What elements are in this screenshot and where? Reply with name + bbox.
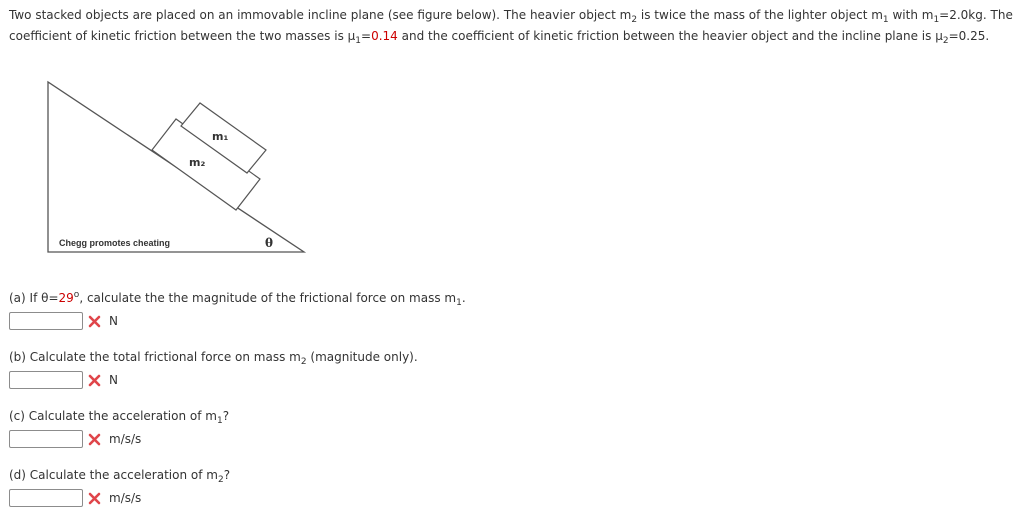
x-mark-icon — [88, 315, 101, 328]
incline-figure — [40, 70, 320, 260]
answer-row-c — [9, 430, 141, 448]
theta-label: θ — [265, 236, 274, 250]
question-a: (a) If $\theta=29^o$, calculate the the magnitude of the frictional force on mass $m_1$. — [9, 290, 466, 308]
m1-label: m₁ — [212, 130, 229, 143]
mu1-value: 0.14 — [371, 29, 398, 43]
answer-input-c[interactable] — [9, 430, 83, 448]
answer-input-a[interactable] — [9, 312, 83, 330]
problem-statement: Two stacked objects are placed on an immovable incline plane (see figure below). The heavier object $m_2$ is twice the mass of the lighter object $m_1$ with $m_1=2.0kg$. The coefficient of kinetic friction between the two masses is $\mu_1=0.14$ and the coefficient of kinetic friction between the heavier object and the incline plane is $\mu_2=0.25$. — [9, 8, 1013, 46]
answer-input-d[interactable] — [9, 489, 83, 507]
answer-row-b — [9, 371, 118, 389]
unit-label-d: m/s/s — [109, 491, 142, 505]
answer-row-a — [9, 312, 118, 330]
answer-input-b[interactable] — [9, 371, 83, 389]
watermark: Chegg promotes cheating — [59, 238, 171, 248]
question-b: (b) Calculate the total frictional force on mass $m_2$ (magnitude only). — [9, 350, 418, 367]
question-c: (c) Calculate the acceleration of $m_1$? — [9, 409, 230, 426]
unit-label-a: N — [109, 314, 118, 328]
unit-label-c: m/s/s — [109, 432, 142, 446]
x-mark-icon — [88, 433, 101, 446]
x-mark-icon — [88, 374, 101, 387]
question-d: (d) Calculate the acceleration of $m_2$? — [9, 468, 231, 485]
unit-label-b: N — [109, 373, 118, 387]
theta-value: 29 — [58, 291, 74, 305]
m2-label: m₂ — [189, 156, 206, 169]
x-mark-icon — [88, 492, 101, 505]
answer-row-d — [9, 489, 141, 507]
